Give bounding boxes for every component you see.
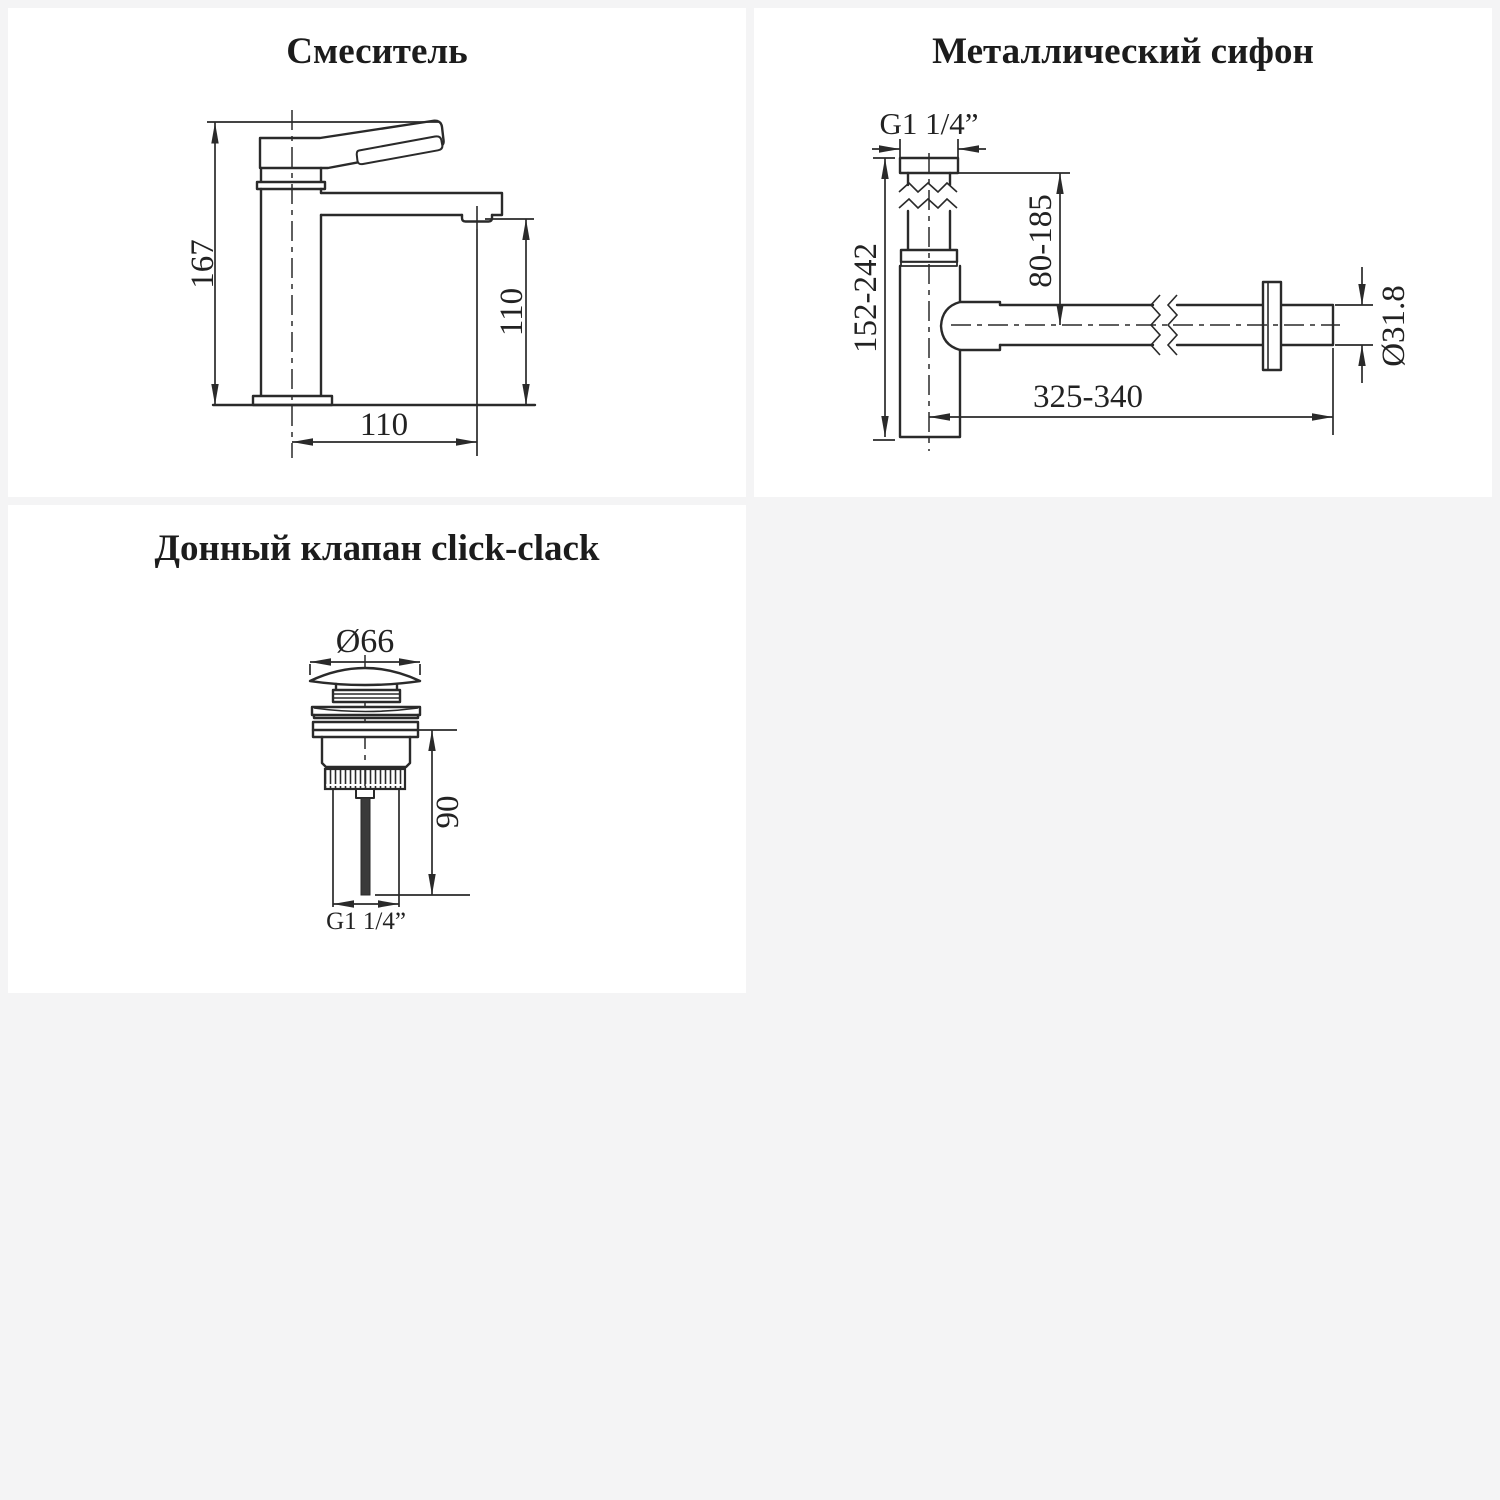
valve-cap bbox=[310, 668, 420, 685]
dim-label-total-height: 167 bbox=[185, 239, 221, 289]
dim-label-body-height: 90 bbox=[430, 795, 466, 829]
panel-siphon bbox=[754, 8, 1492, 497]
panel-valve bbox=[8, 505, 746, 993]
siphon-elbow bbox=[941, 302, 1000, 350]
valve-rod bbox=[361, 798, 370, 895]
panel-faucet bbox=[8, 8, 746, 497]
siphon-dimensions bbox=[848, 106, 1412, 440]
dim-label-pipe-diameter: Ø31.8 bbox=[1376, 285, 1412, 367]
panel-title-valve: Донный клапан click-clack bbox=[154, 528, 600, 569]
faucet-cartridge-ring bbox=[257, 182, 325, 189]
dim-label-pipe-length: 325-340 bbox=[1033, 379, 1143, 415]
panel-title-siphon: Металлический сифон bbox=[932, 31, 1314, 72]
valve-thread bbox=[325, 769, 405, 789]
valve-body bbox=[310, 655, 420, 895]
dim-label-cap-diameter: Ø66 bbox=[335, 623, 395, 660]
faucet-drawing bbox=[8, 8, 746, 497]
faucet-body bbox=[213, 110, 535, 458]
dim-label-outlet-offset: 80-185 bbox=[1023, 194, 1059, 288]
valve-drawing bbox=[8, 505, 746, 993]
dim-label-body-height: 152-242 bbox=[848, 243, 884, 353]
faucet-spout bbox=[321, 193, 502, 215]
siphon-cup bbox=[900, 266, 960, 437]
valve-cup bbox=[322, 737, 410, 767]
break-mark bbox=[899, 183, 957, 192]
dim-label-thread: G1 1/4” bbox=[326, 908, 406, 935]
siphon-wall-flange bbox=[1263, 282, 1281, 370]
dim-label-spout-reach: 110 bbox=[359, 407, 409, 443]
valve-fitting bbox=[356, 789, 374, 798]
break-mark bbox=[899, 199, 957, 208]
siphon-drawing bbox=[754, 8, 1492, 497]
panel-title-faucet: Смеситель bbox=[286, 31, 468, 72]
dim-label-spout-height: 110 bbox=[494, 287, 530, 337]
dim-label-inlet-thread: G1 1/4” bbox=[879, 106, 979, 141]
